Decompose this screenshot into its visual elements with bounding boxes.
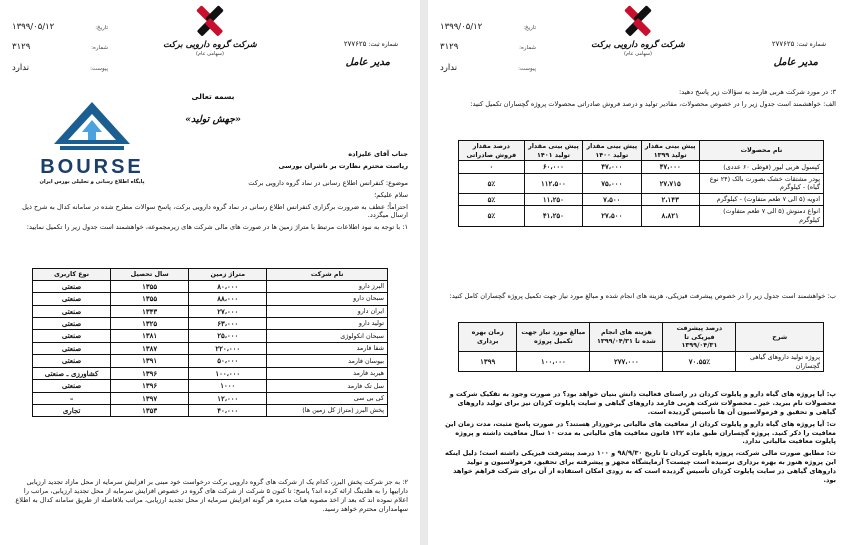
table-cell: صنعتی [33,305,111,317]
table-cell: کپسول هربی لیور (قوطی ۶۰ عددی) [699,161,823,173]
table-cell: بیوسان فارمد [267,355,388,367]
column-header: سال تحصیل [111,269,189,281]
registration-value: ۲۷۷۶۲۵ [771,40,795,48]
column-header: پیش بینی مقدار تولید ۱۳۹۹ [641,141,699,161]
attachment-value: ندارد [12,62,30,73]
table-cell: ۵٪ [459,173,525,193]
bourse-caption: پایگاه اطلاع رسانی و تحلیلی بورس ایران [39,178,145,185]
subject: موضوع: کنفرانس اطلاع رسانی در نماد گروه دارویی برکت [248,178,408,187]
table-header-row [459,323,824,352]
date-label: تاریخ: [523,25,536,31]
question-3b-block [440,292,836,304]
ceo-label: مدیر عامل [345,57,390,68]
column-header: هزینه های انجام شده تا ۱۳۹۹/۰۴/۳۱ [590,323,663,352]
bourse-emblem-icon [52,100,132,154]
date-value: ۱۳۹۹/۰۵/۱۲ [440,22,483,32]
attachment-label: پیوست: [90,65,108,72]
table-cell: ۱۱،۲۵۰ [524,194,582,206]
table-row [459,351,824,371]
slogan: «جهش تولید» [185,114,241,125]
table-cell: ۷۵،۰۰۰ [583,173,641,193]
table-header-row [459,141,824,161]
table-cell: صنعتی [33,317,111,329]
table-cell: ۲۷،۵۰۰ [583,206,641,226]
column-header: شرح [736,323,824,352]
company-subtitle: (سهامی عام) [624,51,652,58]
bourse-wordmark: BOURSE [40,155,144,178]
table-cell: – [33,392,111,404]
attachment-value: ندارد [440,62,458,73]
question-th: ث: مطابق صورت مالی شرکت، پروژه پایلوت کردان تا تاریخ ۹۸/۹/۳۰ و ۱۰۰ درصد پیشرفت فیزیکی داشته است؛ دلیل اینکه این پروژه هنوز به بهره برداری نرسیده است چیست؟ آزمایشگاه مجهز و پیشرفته برای تحقیق، فرمولاسیون و تولید داروهای گیاهی در سایت پایلوت کردان تأسیس گردیده است که به زودی امکان استفاده از آن برای شرکت فراهم خواهد بود. [445,449,836,485]
table-cell: ۴۰،۰۰۰ [189,405,267,417]
ceo-label: مدیر عامل [773,57,818,68]
table-cell: ۱۳۲۵ [111,317,189,329]
table-cell: ۸۸،۰۰۰ [189,293,267,305]
table-cell: صنعتی [33,355,111,367]
table-row [459,161,824,173]
table-row [33,355,388,367]
table-row [33,392,388,404]
table-row [33,380,388,392]
table-cell: ۱۳۸۷ [111,342,189,354]
products-table [458,140,824,227]
table-cell: ۱۳۹۹ [459,351,517,371]
table-cell: ۲،۱۴۳ [641,194,699,206]
table-cell: پروژه تولید داروهای گیاهی گچساران [736,351,824,371]
column-header: درصد پیشرفت فیزیکی تا ۱۳۹۹/۰۴/۳۱ [663,323,736,352]
table-cell: انواع دمنوش (۵ الی ۷ طعم متفاوت) کیلوگرم [699,206,823,226]
question-3b: ب: خواهشمند است جدول زیر را در خصوص پیشرفت فیزیکی، هزینه های انجام شده و مبالغ مورد نیاز جهت تکمیل پروژه گچساران کامل کنید: [449,292,836,300]
table-cell: سبحان انکولوژی [267,330,388,342]
date-value: ۱۳۹۹/۰۵/۱۲ [12,22,55,32]
registration-number [772,40,826,49]
table-cell: ۴۷،۰۰۰ [641,161,699,173]
column-header: متراژ زمین [189,269,267,281]
table-cell: ۲۷،۰۰۰ [189,305,267,317]
land-area-table [32,268,388,417]
table-cell: ۶۳،۰۰۰ [189,317,267,329]
date-label: تاریخ: [95,25,108,31]
column-header: پیش بینی مقدار تولید ۱۴۰۱ [524,141,582,161]
project-progress-table [458,322,824,372]
question-2: ۲: به جز شرکت پخش البرز، کدام یک از شرکت های گروه دارویی برکت درخواست خود مبنی بر افزایش سرمایه از محل مازاد تجدید ارزیابی داراییها را به هلدینگ ارائه کرده اند؟ پاسخ: تا کنون ۵ شرکت از شرکت های گروه در خصوص افزایش سرمایه از محل تجدید ارزیابی، مراتب را اعلام نموده اند که بعد از اخذ مصوبه هیات مدیره هر گونه افزایش سرمایه از محل تجدید ارزیابی، مراتب بلافاصله از طریق سامانه کدال به اطلاع سهامداران محترم خواهد رسید. [15,478,408,513]
table-cell: ۱۳۵۵ [111,293,189,305]
column-header: مبالغ مورد نیاز جهت تکمیل پروژه [517,323,590,352]
column-header: نوع کاربری [33,269,111,281]
table-cell: ۱۱۲،۵۰۰ [524,173,582,193]
table-cell: صنعتی [33,342,111,354]
table-cell: کشاورزی ـ صنعتی [33,367,111,379]
table-cell: ۴۷،۰۰۰ [583,161,641,173]
answers-block [440,390,836,488]
number-value: ۳۱۲۹ [440,42,459,53]
table-row [459,194,824,206]
registration-label: شماره ثبت: [368,41,398,48]
table-cell: ۱۳۴۳ [111,305,189,317]
company-logo [162,4,258,58]
table-cell: ۲۷،۷۱۵ [641,173,699,193]
table-cell: ۰ [459,161,525,173]
column-header: نام محصولات [699,141,823,161]
table-cell: ۱۰۰،۰۰۰ [189,367,267,379]
table-row [33,342,388,354]
column-header: درصد مقدار فروش صادراتی [459,141,525,161]
table-header-row [33,269,388,281]
table-cell: ۲۲۰،۰۰۰ [189,342,267,354]
table-cell: ۱۲،۰۰۰ [189,392,267,404]
table-cell: کی بی سی [267,392,388,404]
greeting: سلام علیکم؛ [374,190,408,199]
table-cell: ۶۰،۰۰۰ [524,161,582,173]
bismillah: بسمه تعالی [191,92,235,101]
table-cell: ۱۳۹۶ [111,380,189,392]
registration-number [344,40,398,49]
recipient: جناب آقای علیزاده [348,150,408,158]
table-cell: صنعتی [33,380,111,392]
table-cell: ۲۵،۰۰۰ [189,330,267,342]
table-cell: صنعتی [33,293,111,305]
table-cell: هیربد فارمد [267,367,388,379]
table-cell: پخش البرز (متراژ کل زمین ها) [267,405,388,417]
number-value: ۳۱۲۹ [12,42,31,53]
table-row [33,330,388,342]
table-cell: ۵٪ [459,206,525,226]
table-cell: صنعتی [33,280,111,292]
table-row [459,206,824,226]
table-cell: ۷۰.۵۵٪ [663,351,736,371]
barekat-logo-icon [621,4,655,38]
table-cell: تجاری [33,405,111,417]
number-label: شماره: [519,45,536,52]
table-cell: ۷،۵۰۰ [583,194,641,206]
company-name: شرکت گروه دارویی برکت [163,40,257,50]
table-cell: ۱۳۹۱ [111,355,189,367]
question-t: ت: آیا پروژه های گیاه دارو و پایلوت کردان از معافیت های مالیاتی برخوردار هستند؟ در صورت پاسخ مثبت، مدت زمان این معافیت را ذکر کنید. پروژه گچساران طبق ماده ۱۳۲ قانون معافیت های مالیاتی به مدت ۱۰ سال معافیت داشته و پروژه پایلوت معافیت مالیاتی ندارد. [445,419,836,446]
column-header: زمان بهره برداری [459,323,517,352]
table-cell: ۱۳۹۶ [111,367,189,379]
table-cell: سل تک فارمد [267,380,388,392]
table-row [33,280,388,292]
letterhead [428,0,848,90]
table-cell: ۸۰،۰۰۰ [189,280,267,292]
intro-paragraph: احتراماً؛ عطف به ضرورت برگزاری کنفرانس اطلاع رسانی در نماد گروه دارویی برکت، پاسخ سوالات مطرح شده در سامانه کدال به شرح ذیل ارسال میگردد. [22,202,408,220]
table-cell: شفا فارمد [267,342,388,354]
recipient-title: ریاست محترم نظارت بر ناشران بورسی [278,161,408,170]
table-cell: ۸،۸۲۱ [641,206,699,226]
letterhead [0,0,420,90]
company-name: شرکت گروه دارویی برکت [591,40,685,50]
question-3a: الف: خواهشمند است جدول زیر را در خصوص محصولات، مقادیر تولید و درصد فروش صادراتی محصولات پروژه گچساران تکمیل کنید: [470,99,836,108]
table-cell: البرز دارو [267,280,388,292]
table-cell: ۱۰۰،۰۰۰ [517,351,590,371]
table-cell: ۱۰۰۰ [189,380,267,392]
question-3-block [440,88,836,112]
letter-body [12,150,408,235]
table-cell: ۵٪ [459,194,525,206]
table-cell: صنعتی [33,330,111,342]
question-2-block [12,478,408,517]
table-cell: ۵۰،۰۰۰ [189,355,267,367]
header-fields [12,22,108,83]
table-cell: ۴۱،۲۵۰ [524,206,582,226]
table-row [33,317,388,329]
table-cell: ۱۳۵۵ [111,280,189,292]
registration-label: شماره ثبت: [796,41,826,48]
table-cell: سبحان دارو [267,293,388,305]
header-fields [440,22,536,83]
column-header: پیش بینی مقدار تولید ۱۴۰۰ [583,141,641,161]
company-logo [590,4,686,58]
table-row [33,293,388,305]
table-row [33,405,388,417]
table-cell: تولید دارو [267,317,388,329]
table-row [33,367,388,379]
attachment-label: پیوست: [518,65,536,72]
table-cell: پودر مشتقات خشک بصورت بالک (۲۴ نوع گیاه) - کیلوگرم [699,173,823,193]
barekat-logo-icon [193,4,227,38]
table-cell: ۲۷۷،۰۰۰ [590,351,663,371]
question-p: پ: آیا پروژه های گیاه دارو و پایلوت کردان در راستای فعالیت دانش بنیان خواهد بود؟ در صورت وجود به تفکیک شرکت و محصولات نام ببرید. خیر ـ محصولات شرکت هربی فارمد داروهای گیاهی و سایت پایلوت کردان نیز برای تولید داروهای گیاهی و تحقیق و فرمولاسیون آن ها تأسیس گردیده است. [449,390,836,416]
letter-page-1 [428,0,848,545]
table-cell: ۱۳۸۱ [111,330,189,342]
question-1: ۱: با توجه به نبود اطلاعات مرتبط با متراژ زمین ها در صورت های مالی شرکت های زیرمجموعه، خواهشمند است جدول زیر را تکمیل نمایید: [26,223,408,232]
table-cell: ادویه (۵ الی ۷ طعم متفاوت) - کیلوگرم [699,194,823,206]
registration-value: ۲۷۷۶۲۵ [343,40,367,48]
number-label: شماره: [91,45,108,52]
table-cell: ایران دارو [267,305,388,317]
company-subtitle: (سهامی عام) [196,51,224,58]
table-cell: ۱۳۵۳ [111,405,189,417]
column-header: نام شرکت [267,269,388,281]
table-row [459,173,824,193]
letter-page-2 [0,0,420,545]
table-row [33,305,388,317]
table-cell: ۱۳۹۷ [111,392,189,404]
question-3: ۳: در مورد شرکت هربی فارمد به سؤالات زیر پاسخ دهید: [679,88,836,96]
